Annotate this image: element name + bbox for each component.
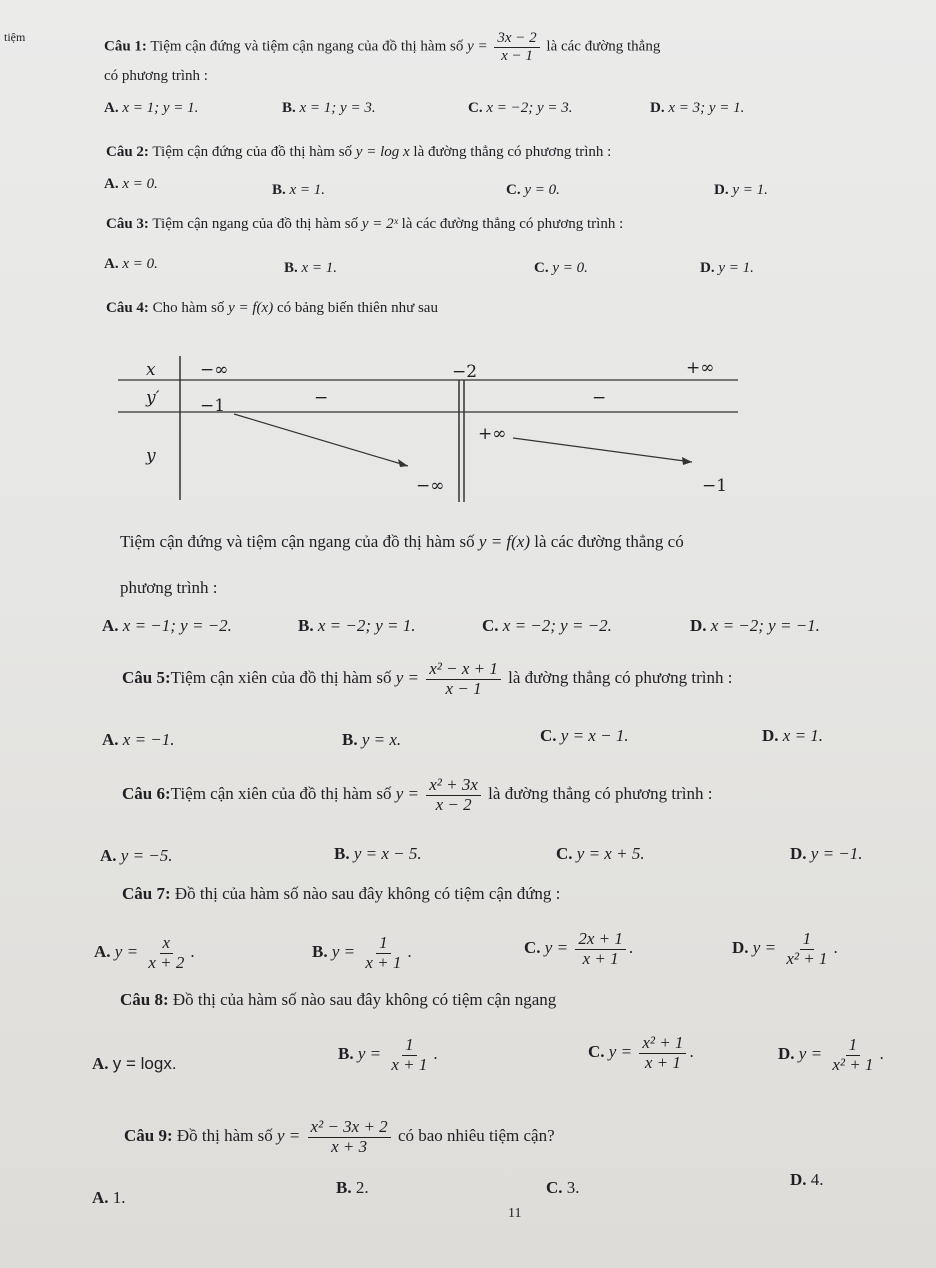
question-2-text: Tiệm cận đứng của đồ thị hàm số xyxy=(152,144,353,160)
q3-option-c[interactable] xyxy=(534,260,588,277)
option-key: A. xyxy=(92,1054,109,1073)
option-fraction xyxy=(575,930,626,968)
question-1-denominator: x − 1 xyxy=(501,47,533,64)
q2-option-d[interactable] xyxy=(714,182,768,199)
option-text: y = 0. xyxy=(552,260,588,276)
option-key: B. xyxy=(334,844,350,863)
q3-option-d[interactable] xyxy=(700,260,754,277)
option-key: A. xyxy=(104,100,119,116)
question-4-prompt-formula: y = f(x) xyxy=(478,532,531,551)
q6-option-c[interactable] xyxy=(556,844,645,864)
question-3-formula: y = 2ˣ xyxy=(361,216,398,232)
q1-option-a[interactable] xyxy=(104,100,198,117)
option-key: B. xyxy=(342,730,358,749)
table-x-label: x xyxy=(146,360,156,380)
option-key: A. xyxy=(94,942,111,962)
table-x-minus-2: −2 xyxy=(452,362,478,382)
option-denominator: x + 1 xyxy=(365,952,402,972)
question-7 xyxy=(122,884,560,904)
page-number: 11 xyxy=(508,1206,522,1221)
option-fraction xyxy=(639,1034,686,1072)
option-key: C. xyxy=(588,1042,605,1062)
option-key: D. xyxy=(790,1170,807,1189)
option-denominator: x + 2 xyxy=(148,952,185,972)
option-y: y = xyxy=(331,942,356,962)
question-4-label: Câu 4: xyxy=(106,300,149,316)
table-y-start: −1 xyxy=(200,396,226,416)
q8-option-c[interactable]: C. y = $\frac{\text{x² + 1}}{x + 1}$ . xyxy=(588,1033,694,1072)
option-key: B. xyxy=(312,942,328,962)
decrease-arrow-2 xyxy=(513,438,692,462)
option-key: A. xyxy=(92,1188,109,1207)
option-fraction xyxy=(145,934,187,972)
option-text: y = −1. xyxy=(810,844,863,863)
question-6-denominator: x − 2 xyxy=(435,794,472,814)
option-text: x = 1; y = 3. xyxy=(299,100,376,116)
option-key: C. xyxy=(556,844,573,863)
question-7-label: Câu 7: xyxy=(122,884,171,903)
option-text: y = 0. xyxy=(524,182,560,198)
option-text: x = 3; y = 1. xyxy=(668,100,745,116)
table-x-plus-infinity: +∞ xyxy=(686,358,715,378)
option-text: 2. xyxy=(355,1178,369,1197)
q8-option-d[interactable]: D. y = $\frac{1}{\text{x² + 1}}$ . xyxy=(778,1035,884,1074)
question-9-formula-y: y = xyxy=(277,1126,301,1146)
question-1 xyxy=(104,30,660,64)
question-9-text-after: có bao nhiêu tiệm cận? xyxy=(397,1126,555,1146)
question-9-numerator: x² − 3x + 2 xyxy=(308,1118,391,1138)
option-key: D. xyxy=(650,100,665,116)
question-1-numerator: 3x − 2 xyxy=(494,30,539,48)
question-2-formula: y = log x xyxy=(355,144,410,160)
question-1-fraction xyxy=(494,30,539,64)
option-text: x = −2; y = 1. xyxy=(317,616,416,635)
q9-option-c[interactable] xyxy=(546,1178,580,1198)
q1-option-d[interactable] xyxy=(650,100,744,117)
option-text: x = 1; y = 1. xyxy=(122,100,199,116)
option-text: x = 1. xyxy=(289,182,326,198)
q5-option-d[interactable] xyxy=(762,726,823,746)
q6-option-a[interactable] xyxy=(100,846,173,866)
option-denominator: x² + 1 xyxy=(832,1054,874,1074)
q8-option-b[interactable]: B. y = $\frac{1}{x + 1}$ . xyxy=(338,1035,438,1074)
option-numerator: 1 xyxy=(846,1036,861,1056)
option-text: x = −2; y = −2. xyxy=(502,616,612,635)
option-fraction xyxy=(783,930,830,968)
option-y: y = xyxy=(357,1044,382,1064)
table-y-label: y xyxy=(146,446,156,466)
q1-option-b[interactable] xyxy=(282,100,376,117)
q9-option-b[interactable] xyxy=(336,1178,369,1198)
option-y: y = xyxy=(752,938,777,958)
option-key: D. xyxy=(778,1044,795,1064)
question-1-formula-y: y = xyxy=(467,38,488,55)
option-text: x = 0. xyxy=(122,176,158,192)
option-key: C. xyxy=(546,1178,563,1197)
option-fraction xyxy=(829,1036,876,1074)
option-key: B. xyxy=(298,616,314,635)
option-text: x = 1. xyxy=(782,726,824,745)
q7-option-a[interactable]: A. y = $\frac{x}{x + 2}$ . xyxy=(94,933,195,972)
option-text: y = 1. xyxy=(732,182,768,198)
question-6-numerator: x² + 3x xyxy=(426,776,481,796)
question-5-text: Tiệm cận xiên của đồ thị hàm số xyxy=(170,668,392,688)
option-numerator: 2x + 1 xyxy=(575,930,626,950)
q7-option-c[interactable]: C. y = $\frac{2x + 1}{x + 1}$ . xyxy=(524,929,634,968)
question-3-text-after: là các đường thẳng có phương trình : xyxy=(401,216,624,232)
question-4-prompt-line2: phương trình : xyxy=(120,578,218,597)
option-y: y = xyxy=(114,942,139,962)
option-key: D. xyxy=(714,182,729,198)
q6-option-b[interactable] xyxy=(334,844,422,864)
option-key: B. xyxy=(284,260,298,276)
table-y-minus-infinity: −∞ xyxy=(416,476,445,496)
option-text: 3. xyxy=(566,1178,580,1197)
corner-text: tiệm xyxy=(4,30,26,44)
option-key: C. xyxy=(534,260,549,276)
option-key: D. xyxy=(762,726,779,745)
question-6-fraction xyxy=(426,776,481,814)
question-9-fraction xyxy=(308,1118,391,1156)
option-key: D. xyxy=(700,260,715,276)
option-key: B. xyxy=(272,182,286,198)
question-8-label: Câu 8: xyxy=(120,990,169,1009)
q6-option-d[interactable] xyxy=(790,844,863,864)
question-1-text-line2: có phương trình : xyxy=(104,68,208,84)
variation-table xyxy=(118,352,748,502)
option-key: B. xyxy=(336,1178,352,1197)
option-numerator: x² + 1 xyxy=(639,1034,686,1054)
table-yprime-sign-2: − xyxy=(592,388,607,408)
option-denominator: x + 1 xyxy=(582,948,619,968)
question-4-formula: y = f(x) xyxy=(228,300,274,316)
option-key: B. xyxy=(338,1044,354,1064)
q5-option-a[interactable] xyxy=(102,730,175,750)
table-yprime-label: y′ xyxy=(146,388,160,408)
question-2 xyxy=(106,144,611,161)
question-9-text: Đồ thị hàm số xyxy=(176,1126,273,1146)
q7-option-b[interactable]: B. y = $\frac{1}{x + 1}$ . xyxy=(312,933,412,972)
option-fraction xyxy=(362,934,404,972)
q2-option-a[interactable] xyxy=(104,176,158,193)
decrease-arrowhead-1 xyxy=(398,459,408,467)
decrease-arrow-1 xyxy=(234,414,408,466)
option-text: y = x − 1. xyxy=(560,726,629,745)
option-text: x = 1. xyxy=(301,260,338,276)
option-key: A. xyxy=(100,846,117,865)
option-text: x = −2; y = −1. xyxy=(710,616,820,635)
question-8 xyxy=(120,990,556,1010)
option-text: y = x. xyxy=(361,730,402,749)
question-5-label: Câu 5: xyxy=(122,668,171,688)
option-key: A. xyxy=(104,176,119,192)
question-3 xyxy=(106,216,623,233)
question-2-text-after: là đường thẳng có phương trình : xyxy=(413,144,612,160)
question-2-label: Câu 2: xyxy=(106,144,149,160)
question-3-label: Câu 3: xyxy=(106,216,149,232)
option-denominator: x² + 1 xyxy=(786,948,828,968)
option-text: x = −1; y = −2. xyxy=(122,616,232,635)
question-4-prompt xyxy=(120,532,684,552)
q9-option-a[interactable] xyxy=(92,1188,126,1208)
option-key: D. xyxy=(732,938,749,958)
question-3-text: Tiệm cận ngang của đồ thị hàm số xyxy=(152,216,359,232)
table-yprime-sign-1: − xyxy=(314,388,329,408)
option-text: x = −1. xyxy=(122,730,175,749)
option-key: B. xyxy=(282,100,296,116)
question-6-text-after: là đường thẳng có phương trình : xyxy=(488,784,713,804)
q4-option-d[interactable] xyxy=(690,616,820,636)
question-4-text-after: có bảng biến thiên như sau xyxy=(276,300,438,316)
q4-option-c[interactable] xyxy=(482,616,612,636)
option-key: A. xyxy=(104,256,119,272)
option-y: y = xyxy=(544,938,569,958)
q2-option-b[interactable] xyxy=(272,182,325,199)
option-key: C. xyxy=(506,182,521,198)
option-denominator: x + 1 xyxy=(644,1052,681,1072)
question-1-text-after: là các đường thẳng xyxy=(546,38,661,55)
option-key: A. xyxy=(102,616,119,635)
question-5-numerator: x² − x + 1 xyxy=(426,660,501,680)
option-key: D. xyxy=(690,616,707,635)
option-fraction xyxy=(388,1036,430,1074)
q4-option-a[interactable] xyxy=(102,616,232,636)
option-key: D. xyxy=(790,844,807,863)
table-x-minus-infinity: −∞ xyxy=(200,360,229,380)
question-4-prompt-text-after: là các đường thẳng có xyxy=(534,532,684,551)
q5-option-b[interactable] xyxy=(342,730,401,750)
option-numerator: 1 xyxy=(376,934,391,954)
q5-option-c[interactable] xyxy=(540,726,629,746)
option-numerator: 1 xyxy=(800,930,815,950)
q7-option-d[interactable]: D. y = $\frac{1}{\text{x² + 1}}$ . xyxy=(732,929,838,968)
option-text: x = −2; y = 3. xyxy=(486,100,573,116)
option-y: y = xyxy=(798,1044,823,1064)
option-key: C. xyxy=(524,938,541,958)
decrease-arrowhead-2 xyxy=(682,457,692,465)
question-4-text: Cho hàm số xyxy=(152,300,225,316)
option-key: C. xyxy=(540,726,557,745)
question-5-text-after: là đường thẳng có phương trình : xyxy=(508,668,733,688)
question-5-fraction xyxy=(426,660,501,698)
question-1-label: Câu 1: xyxy=(104,38,147,55)
table-y-plus-infinity: +∞ xyxy=(478,424,507,444)
q3-option-a[interactable] xyxy=(104,256,158,273)
question-8-text: Đồ thị của hàm số nào sau đây không có tiệm cận ngang xyxy=(172,990,557,1009)
question-5-denominator: x − 1 xyxy=(445,678,482,698)
question-6-label: Câu 6: xyxy=(122,784,171,804)
question-7-text: Đồ thị của hàm số nào sau đây không có tiệm cận đứng : xyxy=(174,884,561,903)
q9-option-d[interactable] xyxy=(790,1170,824,1190)
question-9-denominator: x + 3 xyxy=(331,1136,368,1156)
option-key: C. xyxy=(482,616,499,635)
option-text: y = −5. xyxy=(120,846,173,865)
option-text: 1. xyxy=(112,1188,126,1207)
option-text: y = logx. xyxy=(112,1054,177,1073)
option-text: y = x + 5. xyxy=(576,844,645,863)
option-text: y = x − 5. xyxy=(353,844,422,863)
question-6-formula-y: y = xyxy=(395,784,419,804)
question-1-text: Tiệm cận đứng và tiệm cận ngang của đồ thị hàm số xyxy=(150,38,464,55)
option-text: y = 1. xyxy=(718,260,754,276)
option-y: y = xyxy=(608,1042,633,1062)
question-5-formula-y: y = xyxy=(395,668,419,688)
question-6 xyxy=(122,776,713,814)
question-9-label: Câu 9: xyxy=(124,1126,173,1146)
option-key: A. xyxy=(102,730,119,749)
question-6-text: Tiệm cận xiên của đồ thị hàm số xyxy=(170,784,392,804)
question-9 xyxy=(124,1118,555,1156)
option-numerator: x xyxy=(160,934,174,954)
option-denominator: x + 1 xyxy=(391,1054,428,1074)
option-text: x = 0. xyxy=(122,256,158,272)
question-4 xyxy=(106,300,438,317)
option-text: 4. xyxy=(810,1170,824,1189)
q8-option-a[interactable] xyxy=(92,1054,177,1074)
option-key: C. xyxy=(468,100,483,116)
q4-option-b[interactable] xyxy=(298,616,416,636)
q2-option-c[interactable] xyxy=(506,182,560,199)
q1-option-c[interactable] xyxy=(468,100,573,117)
table-y-end: −1 xyxy=(702,476,728,496)
question-4-prompt-text: Tiệm cận đứng và tiệm cận ngang của đồ thị hàm số xyxy=(120,532,475,551)
option-numerator: 1 xyxy=(402,1036,417,1056)
question-5 xyxy=(122,660,732,698)
q3-option-b[interactable] xyxy=(284,260,337,277)
